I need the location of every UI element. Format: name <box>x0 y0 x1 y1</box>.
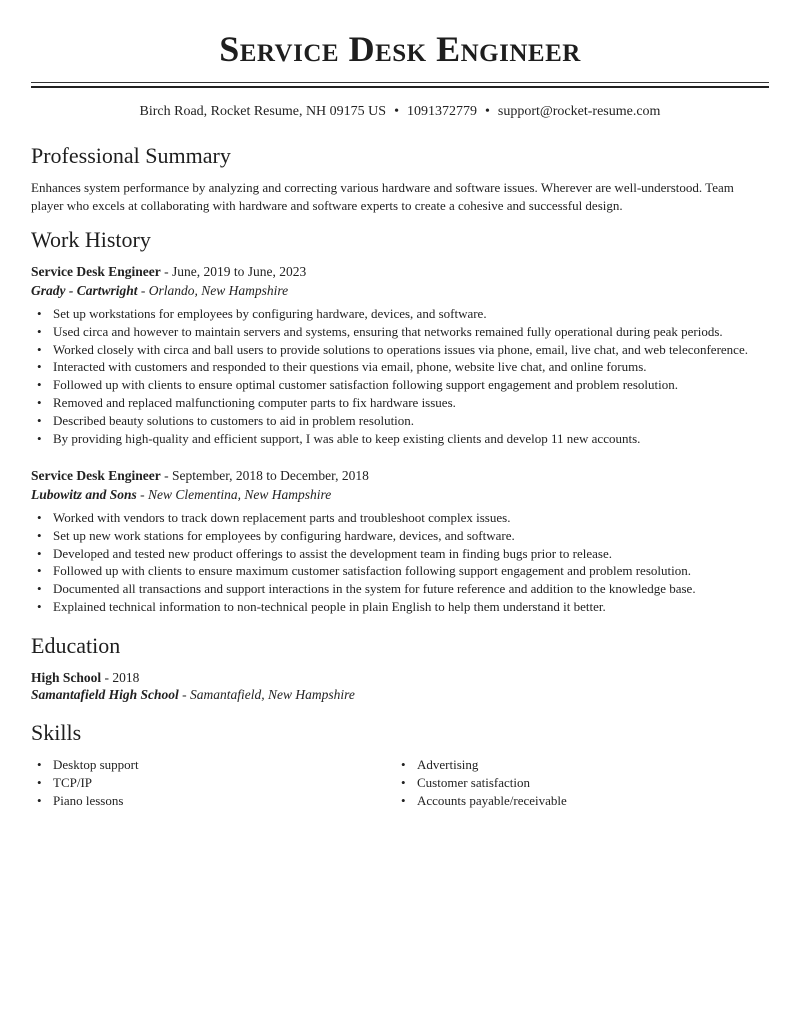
divider <box>31 86 769 88</box>
list-item: • Set up workstations for employees by configuring hardware, devices, and software. <box>31 305 769 323</box>
page-title: Service Desk Engineer <box>219 29 581 69</box>
skill-item: • Desktop support <box>31 756 395 774</box>
address: Birch Road, Rocket Resume, NH 09175 US <box>139 104 387 119</box>
job-bullets <box>31 509 769 616</box>
education-entry <box>31 670 769 703</box>
company-line: Grady - Cartwright - Orlando, New Hampshire <box>31 283 289 298</box>
list-item: • Interacted with customers and responded to their questions via email, phone, website live chat, and online forums. <box>31 358 769 376</box>
divider <box>31 82 769 83</box>
skills-column-left <box>31 756 395 809</box>
skill-item: • TCP/IP <box>31 774 395 792</box>
list-item: • Developed and tested new product offerings to assist the development team in finding bugs prior to release. <box>31 545 769 563</box>
company-line: Lubowitz and Sons - New Clementina, New Hampshire <box>31 487 332 502</box>
list-item: • Worked closely with circa and ball users to provide solutions to operations issues via phone, email, live chat, and web teleconference. <box>31 341 769 359</box>
job-title-line: Service Desk Engineer - September, 2018 to December, 2018 <box>31 468 369 483</box>
school-line: Samantafield High School - Samantafield, New Hampshire <box>31 687 355 702</box>
phone: 1091372779 <box>406 104 477 119</box>
list-item: • Followed up with clients to ensure maximum customer satisfaction following support engagement and problem resolution. <box>31 562 769 580</box>
work-heading: Work History <box>31 227 151 252</box>
skills-list <box>31 756 769 809</box>
summary-text: Enhances system performance by analyzing and correcting various hardware and software issues. Wherever are well-understood. Team player who excels at collaborating with hardware and software experts to create a cohesive and successful design. <box>31 180 734 213</box>
skill-item: • Advertising <box>395 756 759 774</box>
skill-item: • Accounts payable/receivable <box>395 792 759 810</box>
list-item: • Documented all transactions and support interactions in the system for future reference and addition to the knowledge base. <box>31 580 769 598</box>
degree-line: High School - 2018 <box>31 670 140 685</box>
job-title-line: Service Desk Engineer - June, 2019 to June, 2023 <box>31 264 307 279</box>
list-item: • Set up new work stations for employees by configuring hardware, devices, and software. <box>31 527 769 545</box>
job-entry <box>31 468 769 616</box>
skills-column-right <box>395 756 759 809</box>
email: support@rocket-resume.com <box>497 104 661 119</box>
skill-item: • Piano lessons <box>31 792 395 810</box>
job-bullets <box>31 305 769 447</box>
contact-line: Birch Road, Rocket Resume, NH 09175 US • 1091372779 • support@rocket-resume.com <box>139 104 661 119</box>
skill-item: • Customer satisfaction <box>395 774 759 792</box>
list-item: • Used circa and however to maintain servers and systems, ensuring that networks remained fully operational during peak periods. <box>31 323 769 341</box>
list-item: • By providing high-quality and efficient support, I was able to keep existing clients and develop 11 new accounts. <box>31 430 769 448</box>
skills-heading: Skills <box>31 720 82 745</box>
list-item: • Removed and replaced malfunctioning computer parts to fix hardware issues. <box>31 394 769 412</box>
summary-heading: Professional Summary <box>31 143 231 168</box>
list-item: • Described beauty solutions to customers to aid in problem resolution. <box>31 412 769 430</box>
job-entry <box>31 264 769 447</box>
list-item: • Followed up with clients to ensure optimal customer satisfaction following support engagement and problem resolution. <box>31 376 769 394</box>
list-item: • Worked with vendors to track down replacement parts and troubleshoot complex issues. <box>31 509 769 527</box>
education-heading: Education <box>31 633 121 658</box>
list-item: • Explained technical information to non-technical people in plain English to help them understand it better. <box>31 598 769 616</box>
